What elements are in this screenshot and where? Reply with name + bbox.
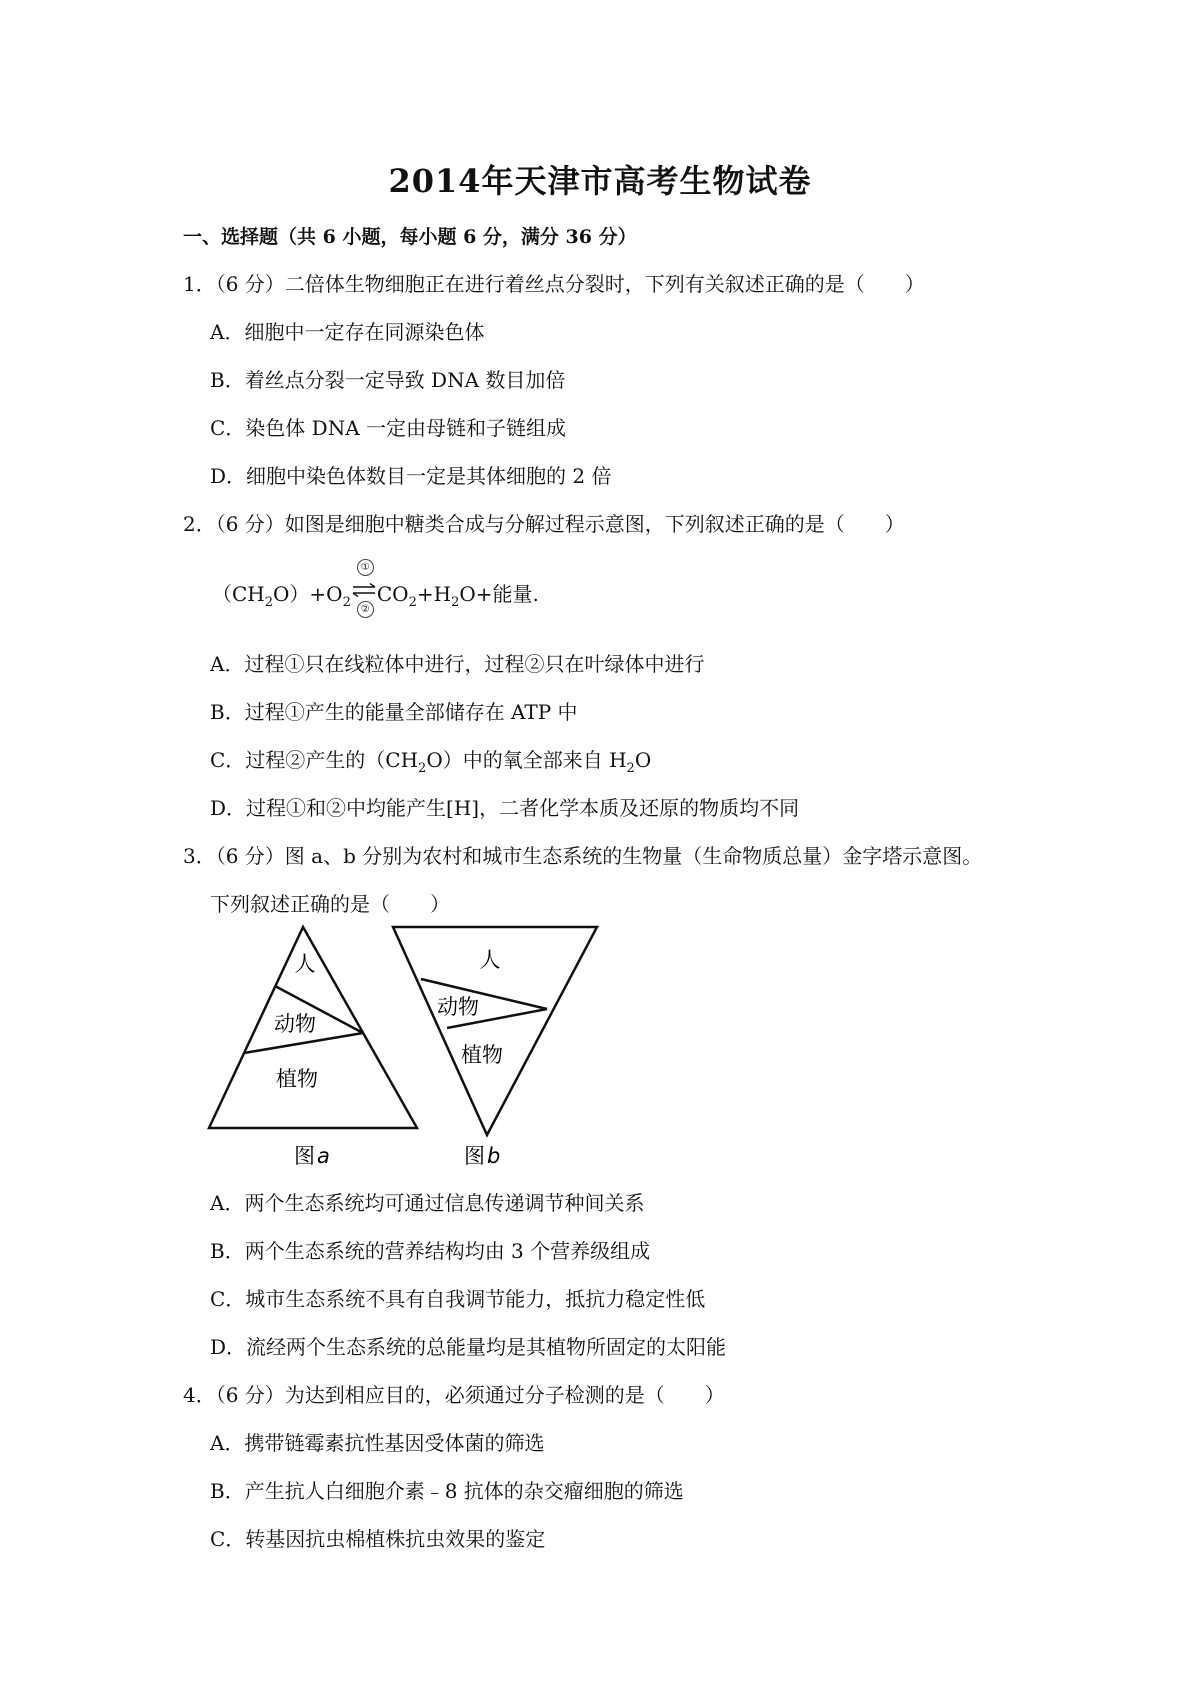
question-1-stem: 1．（6 分）二倍体生物细胞正在进行着丝点分裂时，下列有关叙述正确的是（ ）: [183, 272, 925, 296]
question-3-stem: 3．（6 分）图 a、b 分别为农村和城市生态系统的生物量（生命物质总量）金字塔示意图。: [183, 844, 983, 868]
question-2-option-d: D．过程①和②中均能产生[H]，二者化学本质及还原的物质均不同: [210, 796, 800, 820]
pyramid-b-caption-letter: b: [487, 1144, 501, 1168]
question-4-option-c: C．转基因抗虫棉植株抗虫效果的鉴定: [210, 1527, 546, 1551]
formula-part: +H: [416, 582, 452, 606]
question-3-option-a: A．两个生态系统均可通过信息传递调节种间关系: [210, 1191, 645, 1215]
option-subscript: 2: [626, 761, 635, 776]
reaction-formula: [212, 562, 539, 615]
formula-part: CO: [376, 582, 409, 606]
option-text: C．过程②产生的（CH: [210, 748, 419, 772]
reversible-arrow: [351, 562, 377, 615]
question-2-option-b: B．过程①产生的能量全部储存在 ATP 中: [210, 700, 578, 724]
formula-part: （CH: [212, 582, 265, 606]
question-1-option-c: C．染色体 DNA 一定由母链和子链组成: [210, 416, 566, 440]
question-3-option-c: C．城市生态系统不具有自我调节能力，抵抗力稳定性低: [210, 1287, 706, 1311]
formula-subscript: 2: [342, 595, 351, 610]
pyramid-b: [393, 927, 597, 1168]
page-title: 2014年天津市高考生物试卷: [388, 162, 812, 200]
option-subscript: 2: [418, 761, 427, 776]
pyramid-b-middle-label: 动物: [437, 995, 479, 1019]
question-1-option-b: B．着丝点分裂一定导致 DNA 数目加倍: [210, 368, 566, 392]
question-3-option-d: D．流经两个生态系统的总能量均是其植物所固定的太阳能: [210, 1335, 727, 1359]
question-2-option-a: A．过程①只在线粒体中进行，过程②只在叶绿体中进行: [210, 652, 705, 676]
biomass-pyramid-figure: [205, 923, 605, 1168]
question-2-option-c: [210, 744, 651, 776]
formula-subscript: 2: [451, 595, 460, 610]
formula-part: O+能量.: [459, 582, 539, 606]
double-arrow-icon: [351, 583, 377, 597]
process-2-marker: ②: [357, 601, 374, 618]
question-1-option-d: D．细胞中染色体数目一定是其体细胞的 2 倍: [210, 464, 612, 488]
pyramid-a-top-label: 人: [294, 952, 316, 976]
formula-subscript: 2: [264, 595, 274, 610]
question-2-stem: 2．（6 分）如图是细胞中糖类合成与分解过程示意图，下列叙述正确的是（ ）: [183, 512, 905, 536]
pyramid-a-divider-lower: [244, 1033, 363, 1053]
pyramid-a-caption: 图: [294, 1144, 315, 1168]
question-4-option-b: B．产生抗人白细胞介素﹣8 抗体的杂交瘤细胞的筛选: [210, 1479, 684, 1503]
pyramid-b-bottom-label: 植物: [461, 1043, 503, 1067]
question-3-option-b: B．两个生态系统的营养结构均由 3 个营养级组成: [210, 1239, 651, 1263]
formula-part: O）+O: [273, 582, 343, 606]
pyramid-b-caption: 图: [464, 1144, 485, 1168]
pyramid-a-caption-letter: a: [317, 1144, 330, 1168]
option-text: O）中的氧全部来自 H: [426, 748, 627, 772]
question-1-option-a: A．细胞中一定存在同源染色体: [210, 320, 485, 344]
formula-subscript: 2: [408, 595, 417, 610]
pyramid-a-bottom-label: 植物: [276, 1067, 318, 1091]
pyramid-a-middle-label: 动物: [274, 1012, 316, 1036]
question-4-stem: 4．（6 分）为达到相应目的，必须通过分子检测的是（ ）: [183, 1383, 725, 1407]
process-1-marker: ①: [357, 559, 374, 576]
pyramid-b-top-label: 人: [479, 948, 501, 972]
question-3-stem-continued: 下列叙述正确的是（ ）: [210, 892, 450, 916]
section-heading: 一、选择题（共 6 小题，每小题 6 分，满分 36 分）: [183, 226, 637, 248]
question-4-option-a: A．携带链霉素抗性基因受体菌的筛选: [210, 1431, 545, 1455]
pyramid-a: [209, 927, 417, 1168]
option-text: O: [634, 748, 652, 772]
